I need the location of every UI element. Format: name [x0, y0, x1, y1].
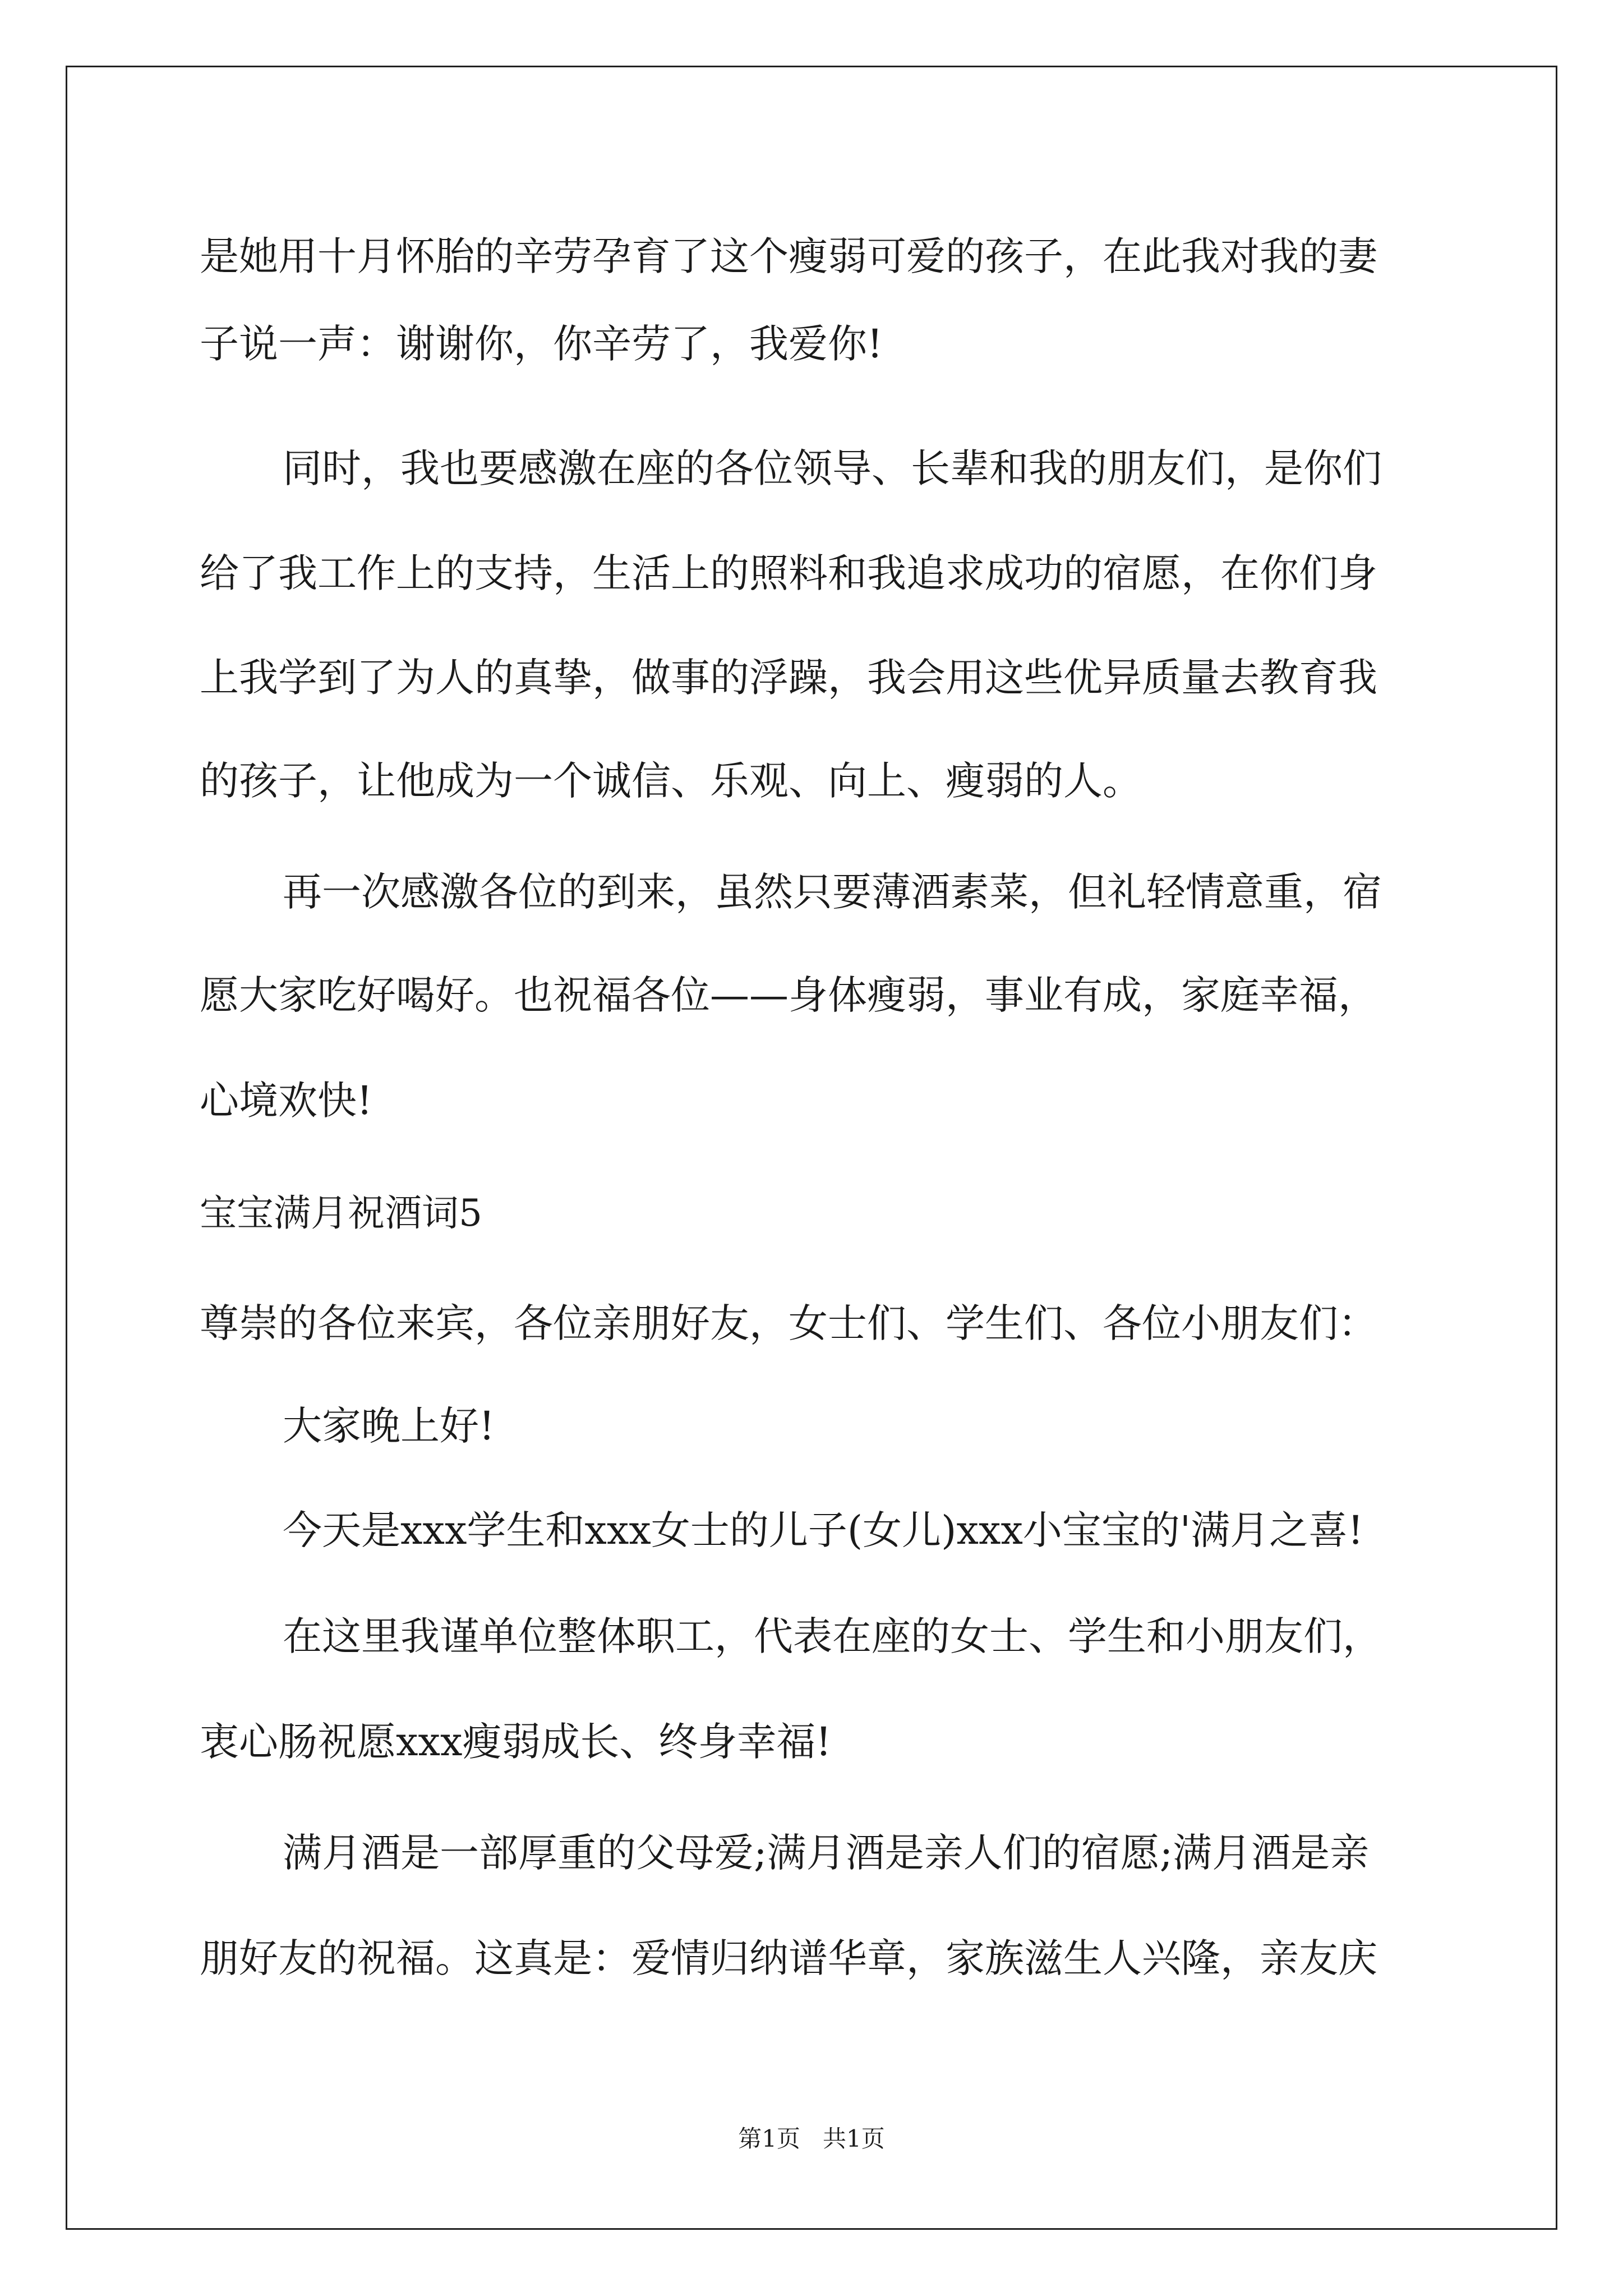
paragraph-line: 给了我工作上的支持，生活上的照料和我追求成功的宿愿，在你们身	[200, 550, 1377, 596]
paragraph-line: 心境欢快!	[200, 1078, 373, 1124]
paragraph-line: 上我学到了为人的真挚，做事的浮躁，我会用这些优异质量去教育我	[200, 655, 1377, 701]
page-number-total: 共1页	[823, 2125, 885, 2152]
paragraph-line: 今天是xxx学生和xxx女士的儿子(女儿)xxx小宝宝的'满月之喜!	[283, 1507, 1364, 1553]
paragraph-line: 大家晚上好!	[283, 1403, 495, 1449]
paragraph-line: 再一次感激各位的到来，虽然只要薄酒素菜，但礼轻情意重，宿	[283, 869, 1382, 915]
page-border	[66, 66, 1557, 2230]
paragraph-line: 是她用十月怀胎的辛劳孕育了这个瘦弱可爱的孩子，在此我对我的妻	[200, 233, 1377, 279]
paragraph-line: 子说一声：谢谢你，你辛劳了，我爱你!	[200, 321, 883, 367]
paragraph-line: 朋好友的祝福。这真是：爱情归纳谱华章，家族滋生人兴隆，亲友庆	[200, 1935, 1377, 1981]
paragraph-line: 衷心肠祝愿xxx瘦弱成长、终身幸福!	[200, 1719, 832, 1765]
paragraph-line: 愿大家吃好喝好。也祝福各位——身体瘦弱，事业有成，家庭幸福，	[200, 972, 1377, 1018]
page-number-current: 第1页	[738, 2125, 800, 2152]
paragraph-line: 满月酒是一部厚重的父母爱;满月酒是亲人们的宿愿;满月酒是亲	[283, 1830, 1370, 1876]
paragraph-line: 尊崇的各位来宾，各位亲朋好友，女士们、学生们、各位小朋友们：	[200, 1300, 1377, 1346]
paragraph-line: 的孩子，让他成为一个诚信、乐观、向上、瘦弱的人。	[200, 758, 1142, 804]
section-heading: 宝宝满月祝酒词5	[200, 1191, 482, 1235]
page-footer	[0, 2124, 1623, 2154]
paragraph-line: 同时，我也要感激在座的各位领导、长辈和我的朋友们，是你们	[283, 445, 1382, 491]
paragraph-line: 在这里我谨单位整体职工，代表在座的女士、学生和小朋友们，	[283, 1613, 1382, 1659]
